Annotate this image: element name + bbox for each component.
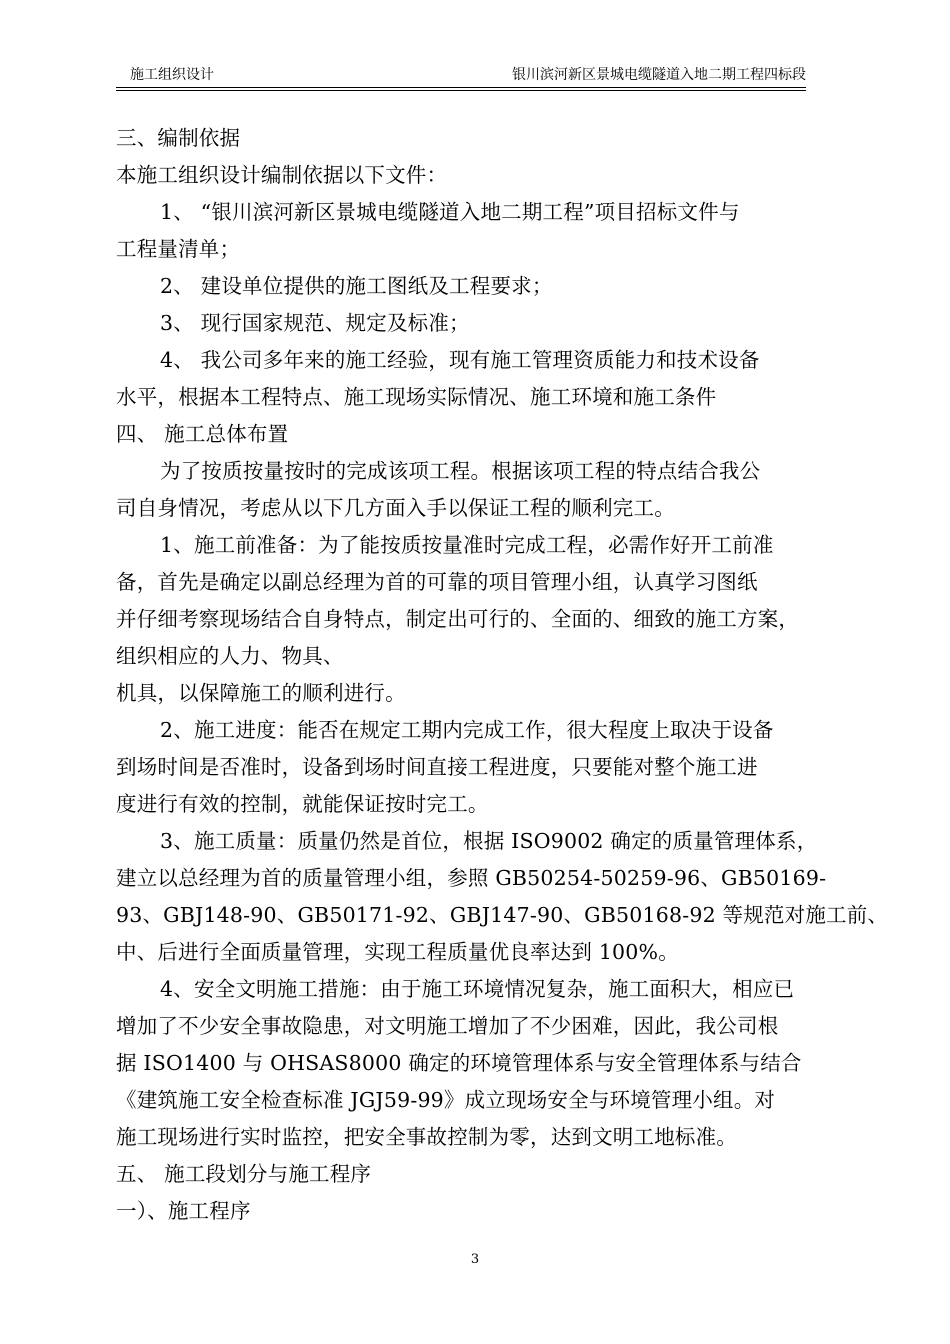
header-right-title: 银川滨河新区景城电缆隧道入地二期工程四标段 [512, 67, 806, 83]
header-rule [116, 87, 806, 88]
text-line: 为了按质按量按时的完成该项工程。根据该项工程的特点结合我公 [160, 459, 761, 483]
text-line: 2、 建设单位提供的施工图纸及工程要求； [160, 274, 553, 298]
text-line: 3、 现行国家规范、规定及标准； [160, 311, 470, 335]
text-line: 组织相应的人力、物具、 [116, 644, 344, 668]
text-line: 四、 施工总体布置 [116, 422, 289, 446]
text-line: 机具，以保障施工的顺利进行。 [116, 681, 406, 705]
text-line: 1、施工前准备：为了能按质按量准时完成工程，必需作好开工前准 [160, 533, 774, 557]
text-line: 司自身情况，考虑从以下几方面入手以保证工程的顺利完工。 [116, 496, 675, 520]
text-line: 据 ISO1400 与 OHSAS8000 确定的环境管理体系与安全管理体系与结合 [116, 1051, 802, 1075]
text-line: 工程量清单； [116, 237, 241, 261]
text-line: 3、施工质量：质量仍然是首位，根据 ISO9002 确定的质量管理体系， [160, 829, 818, 853]
text-line: 增加了不少安全事故隐患，对文明施工增加了不少困难，因此，我公司根 [116, 1014, 779, 1038]
text-line: 备，首先是确定以副总经理为首的可靠的项目管理小组，认真学习图纸 [116, 570, 758, 594]
text-line: 并仔细考察现场结合自身特点，制定出可行的、全面的、细致的施工方案， [116, 607, 800, 631]
text-line: 到场时间是否准时，设备到场时间直接工程进度，只要能对整个施工进 [116, 755, 758, 779]
text-line: 水平，根据本工程特点、施工现场实际情况、施工环境和施工条件 [116, 385, 717, 409]
text-line: 《建筑施工安全检查标准 JGJ59-99》成立现场安全与环境管理小组。对 [116, 1088, 776, 1112]
text-line: 中、后进行全面质量管理，实现工程质量优良率达到 100%。 [116, 940, 679, 964]
header-rule-double [116, 90, 806, 91]
text-line: 五、 施工段划分与施工程序 [116, 1162, 372, 1186]
text-line: 三、编制依据 [116, 126, 241, 150]
text-line: 4、安全文明施工措施：由于施工环境情况复杂，施工面积大，相应已 [160, 977, 795, 1001]
text-line: 一）、施工程序 [116, 1199, 251, 1223]
text-line: 2、施工进度：能否在规定工期内完成工作，很大程度上取决于设备 [160, 718, 774, 742]
header-left-title: 施工组织设计 [130, 67, 214, 83]
text-line: 4、 我公司多年来的施工经验，现有施工管理资质能力和技术设备 [160, 348, 760, 372]
text-line: 93、GBJ148-90、GB50171-92、GBJ147-90、GB50168-92 等规范对施工前、 [116, 903, 889, 927]
text-line: 施工现场进行实时监控，把安全事故控制为零，达到文明工地标准。 [116, 1125, 737, 1149]
text-line: 1、 “银川滨河新区景城电缆隧道入地二期工程”项目招标文件与 [160, 200, 740, 224]
page-number: 3 [470, 1252, 480, 1267]
text-line: 建立以总经理为首的质量管理小组，参照 GB50254-50259-96、GB50169- [116, 866, 827, 890]
text-line: 本施工组织设计编制依据以下文件： [116, 163, 448, 187]
text-line: 度进行有效的控制，就能保证按时完工。 [116, 792, 489, 816]
document-body [116, 120, 889, 1230]
